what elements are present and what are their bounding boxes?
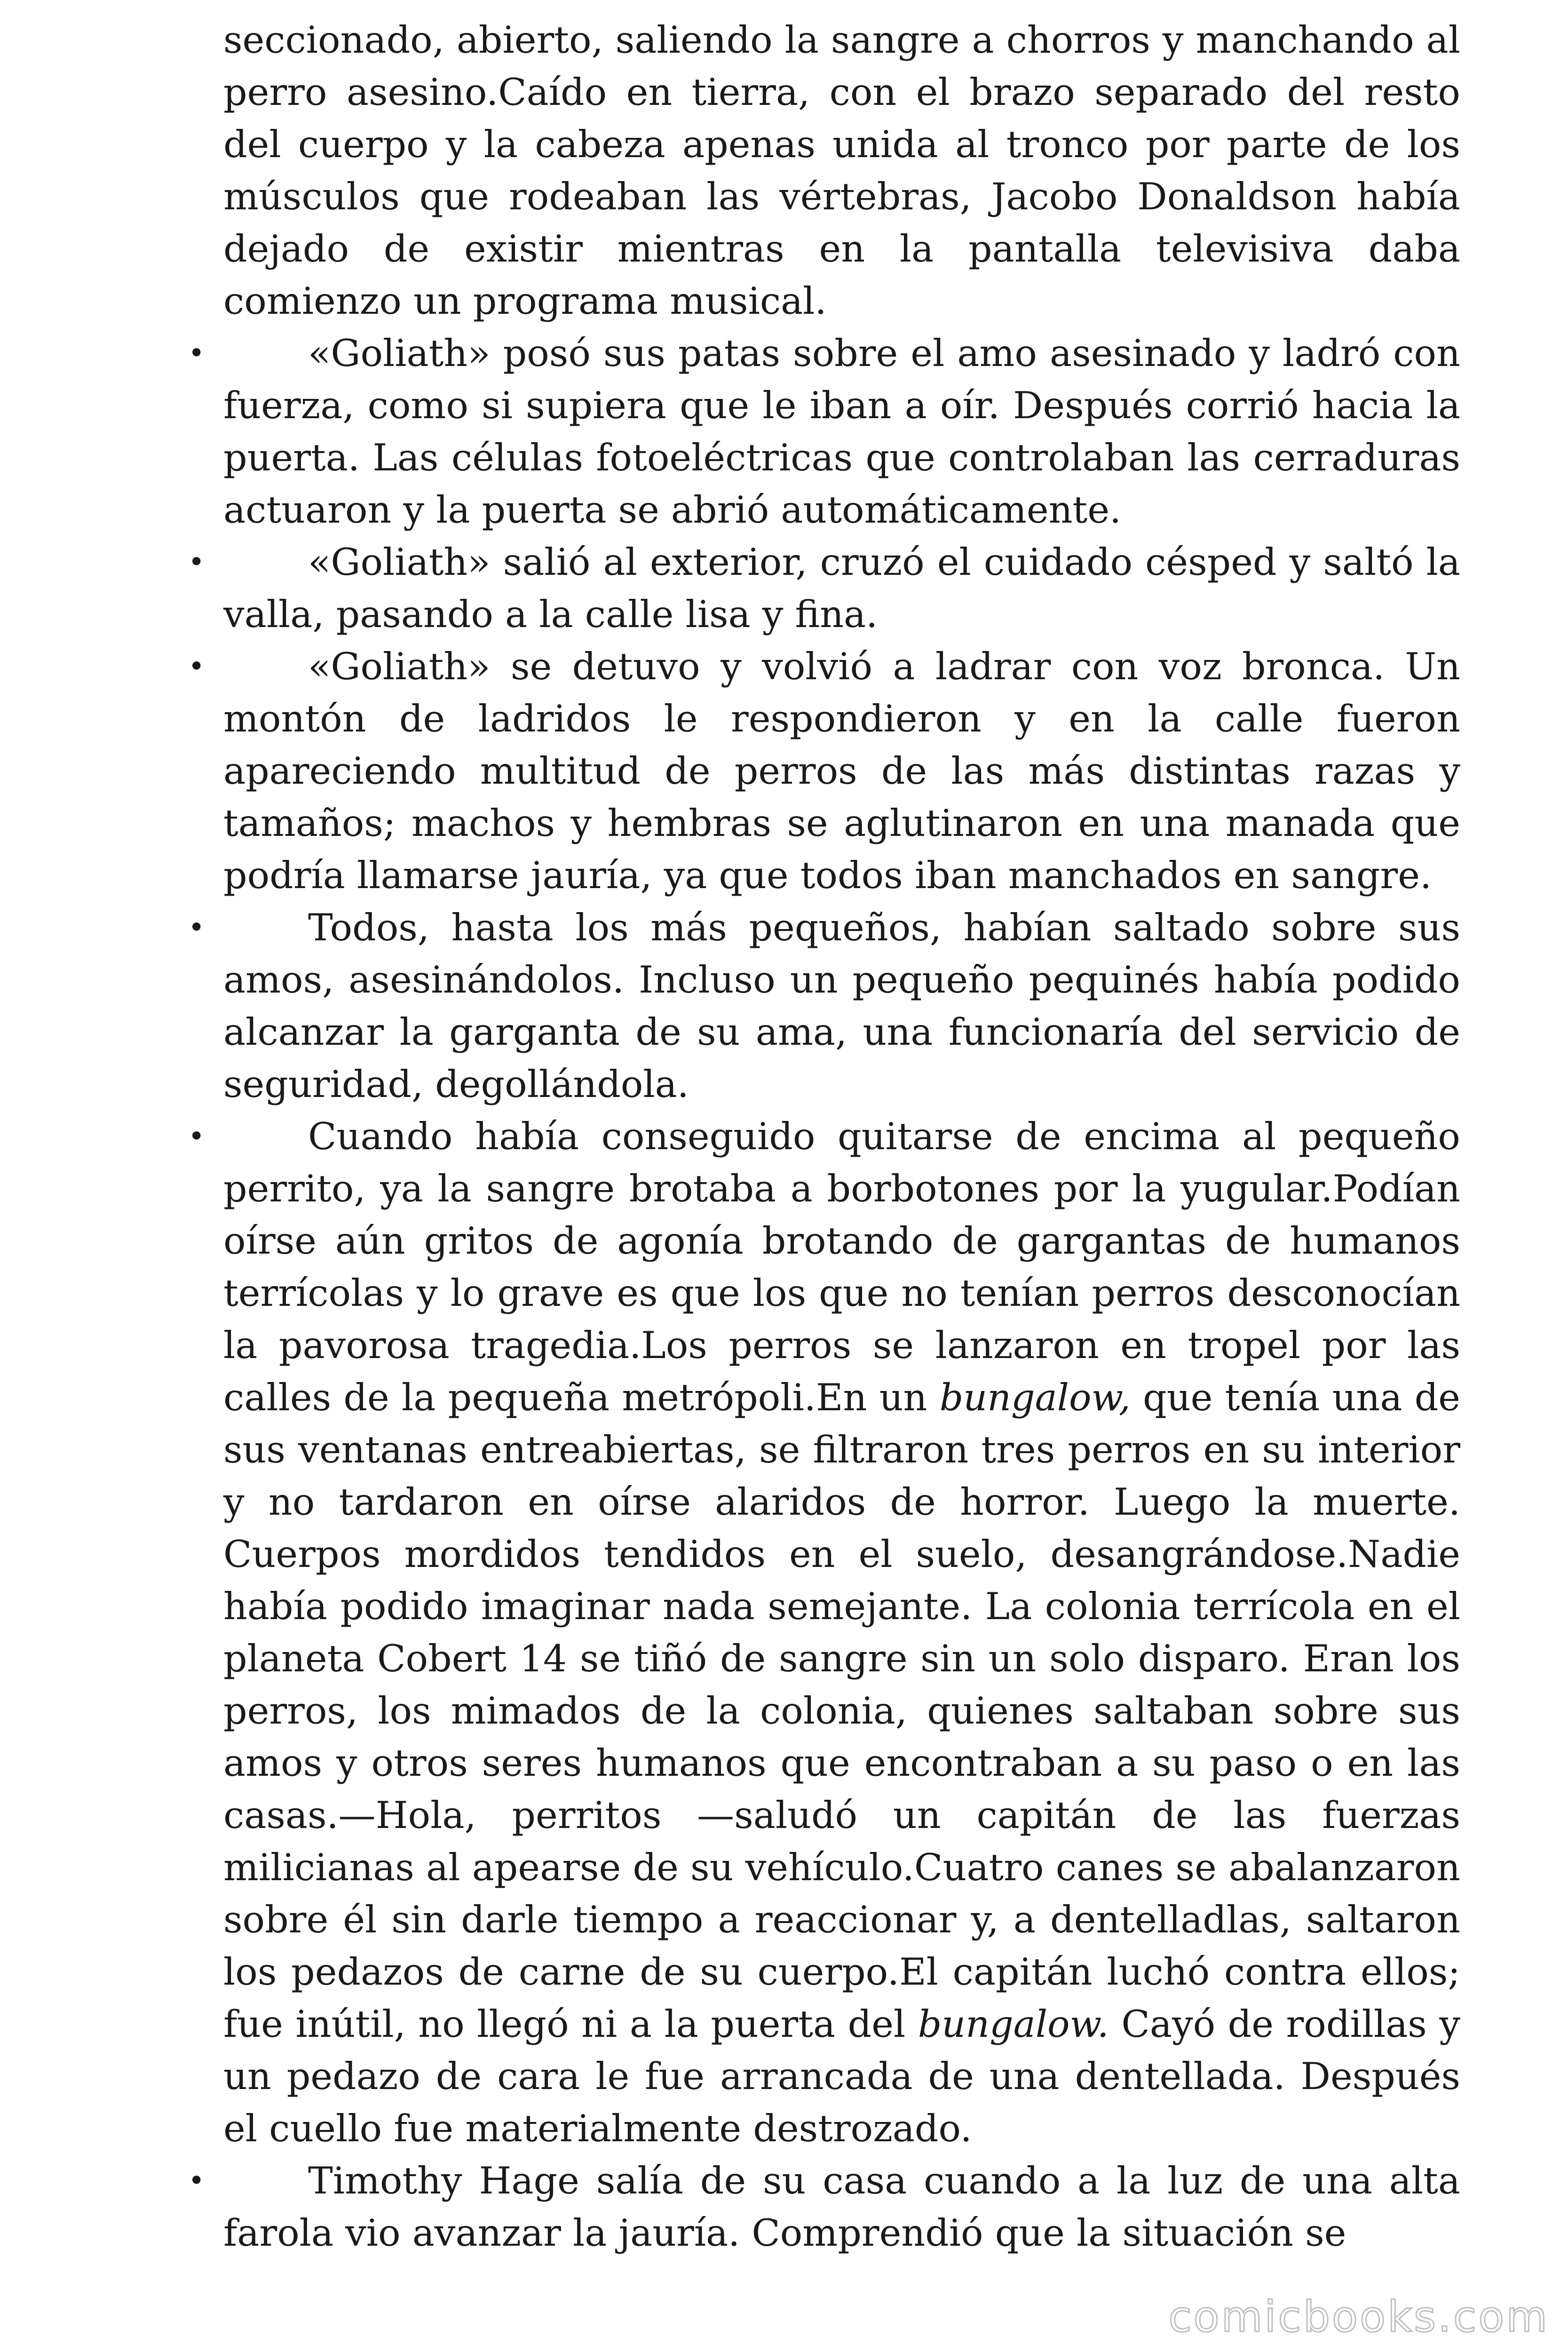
paragraph bbox=[188, 536, 1460, 641]
watermark: comicbooks.com bbox=[1168, 2292, 1549, 2342]
paragraph bbox=[223, 14, 1460, 327]
bullet-marker: • bbox=[188, 337, 205, 370]
italic-text: bungalow, bbox=[939, 1376, 1131, 1419]
bullet-marker: • bbox=[188, 1120, 205, 1153]
paragraph-text: Todos, hasta los más pequeños, habían saltado sobre sus amos, asesinándolos. Incluso un pequeño pequinés había podido alcanzar la garganta de su ama, una funcionaría del servicio de seguridad, degollándola. bbox=[223, 906, 1460, 1106]
paragraph-text: «Goliath» salió al exterior, cruzó el cuidado césped y saltó la valla, pasando a la calle lisa y fina. bbox=[223, 540, 1460, 636]
italic-text: bungalow. bbox=[918, 2002, 1109, 2046]
paragraph bbox=[188, 327, 1460, 536]
paragraph-text: seccionado, abierto, saliendo la sangre a chorros y manchando al perro asesino.Caído en tierra, con el brazo separado del resto del cuerpo y la cabeza apenas unida al tronco por parte de los músculos que rodeaban las vértebras, Jacobo Donaldson había dejado de existir mientras en la pantalla televisiva daba comienzo un programa musical. bbox=[223, 18, 1460, 323]
paragraph bbox=[188, 1111, 1460, 2155]
paragraph-text: que tenía una de sus ventanas entreabiertas, se filtraron tres perros en su interior y no tardaron en oírse alaridos de horror. Luego la muerte. Cuerpos mordidos tendidos en el suelo, desangrándose.Nadie había podido imaginar nada semejante. La colonia terrícola en el planeta Cobert 14 se tiñó de sangre sin un solo disparo. Eran los perros, los mimados de la colonia, quienes saltaban sobre sus amos y otros seres humanos que encontraban a su paso o en las casas.—Hola, perritos —saludó un capitán de las fuerzas milicianas al apearse de su vehículo.Cuatro canes se abalanzaron sobre él sin darle tiempo a reaccionar y, a dentelladlas, saltaron los pedazos de carne de su cuerpo.El capitán luchó contra ellos; fue inútil, no llegó ni a la puerta del bbox=[223, 1376, 1460, 2046]
bullet-marker: • bbox=[188, 911, 205, 944]
paragraph bbox=[188, 641, 1460, 902]
bullet-marker: • bbox=[188, 546, 205, 579]
paragraph bbox=[188, 902, 1460, 1111]
text-column bbox=[188, 14, 1460, 2259]
paragraph-text: Cuando había conseguido quitarse de encima al pequeño perrito, ya la sangre brotaba a borbotones por la yugular.Podían oírse aún gritos de agonía brotando de gargantas de humanos terrícolas y lo grave es que los que no tenían perros desconocían la pavorosa tragedia.Los perros se lanzaron en tropel por las calles de la pequeña metrópoli.En un bbox=[223, 1115, 1460, 1419]
paragraph-text: «Goliath» se detuvo y volvió a ladrar con voz bronca. Un montón de ladridos le respondieron y en la calle fueron apareciendo multitud de perros de las más distintas razas y tamaños; machos y hembras se aglutinaron en una manada que podría llamarse jauría, ya que todos iban manchados en sangre. bbox=[223, 645, 1460, 897]
paragraph bbox=[188, 2155, 1460, 2259]
bullet-marker: • bbox=[188, 2164, 205, 2197]
paragraph-text: «Goliath» posó sus patas sobre el amo asesinado y ladró con fuerza, como si supiera que le iban a oír. Después corrió hacia la puerta. Las células fotoeléctricas que controlaban las cerraduras actuaron y la puerta se abrió automáticamente. bbox=[223, 332, 1460, 532]
paragraph-text: Timothy Hage salía de su casa cuando a la luz de una alta farola vio avanzar la jauría. Comprendió que la situación se bbox=[223, 2159, 1460, 2255]
paragraph-text: Cayó de rodillas y un pedazo de cara le fue arrancada de una dentellada. Después el cuello fue materialmente destrozado. bbox=[223, 2002, 1460, 2150]
bullet-marker: • bbox=[188, 650, 205, 683]
